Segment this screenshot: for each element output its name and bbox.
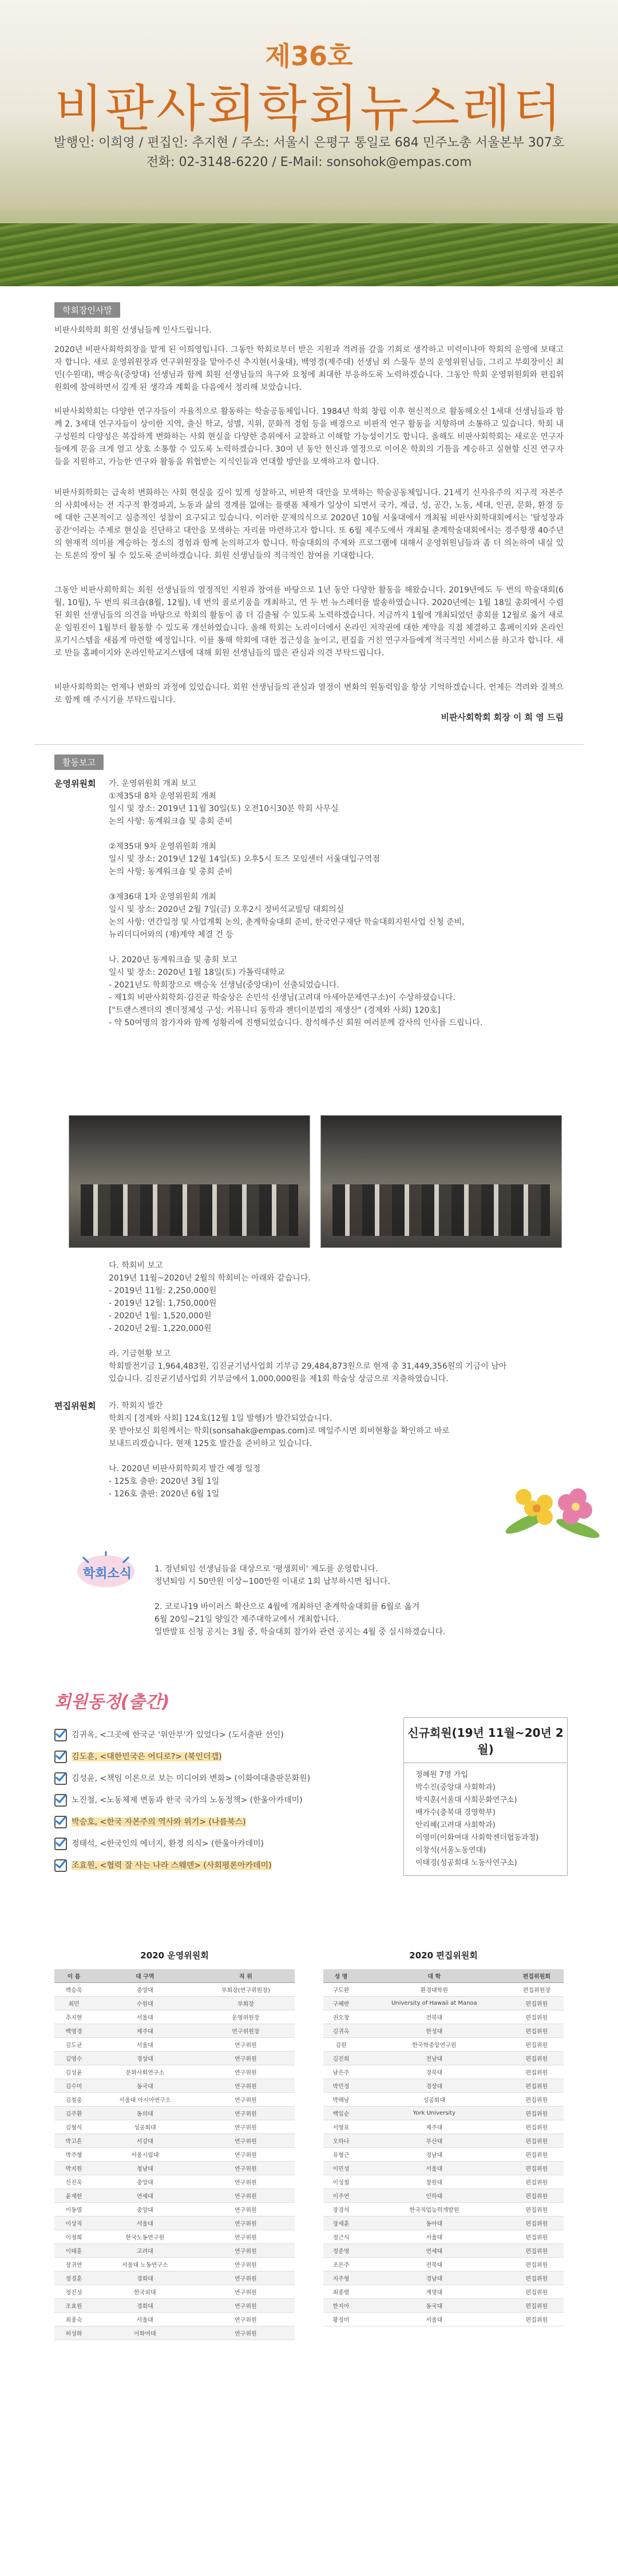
table-cell: 추지현 [54, 2010, 93, 2024]
table-cell: 전남대 [359, 2052, 510, 2065]
table-cell: 연구위원 [197, 2079, 295, 2093]
table-row [54, 1983, 295, 1997]
table-cell: 연구위원 [197, 2189, 295, 2203]
table-cell: 한국직업능력개발원 [359, 2203, 510, 2217]
table-row [323, 2313, 564, 2326]
editorial-table [323, 1969, 564, 2326]
new-member-item: 이창석(서울노동연대) [415, 1846, 486, 1855]
table-cell: 편집위원 [510, 2162, 564, 2175]
table-cell: York University [359, 2107, 510, 2120]
table-cell: 제주대 [93, 2024, 197, 2038]
table-cell: 연구위원 [197, 2203, 295, 2217]
table-cell: 김성윤 [54, 2065, 93, 2079]
table-row [323, 2079, 564, 2093]
table-cell: 청남대 [93, 2162, 197, 2175]
table-row [323, 2065, 564, 2079]
greeting-signature: 비판사회학회 회장 이 희 영 드림 [441, 712, 564, 722]
photo-people [332, 1184, 550, 1236]
table-cell: 서울대 [359, 2162, 510, 2175]
table-cell: 윤재헌 [54, 2189, 93, 2203]
table-cell: 경희대 [93, 2271, 197, 2285]
table-cell: 연구위원 [197, 2120, 295, 2134]
table-cell: 김진희 [323, 2052, 359, 2065]
table-row [323, 2148, 564, 2162]
table-cell: 동의대 [93, 2107, 197, 2120]
book-item: 노진철, <노동체제 변동과 한국 국가의 노동정책> (한울아카데미) [72, 1796, 303, 1805]
book-item: 김도훈, <대한민국은 어디로?> (북인더갭) [72, 1752, 222, 1761]
table-cell: 백일순 [323, 2107, 359, 2120]
table-cell: 장귀연 [54, 2258, 93, 2271]
table-cell: 연구위원 [197, 2271, 295, 2285]
table-cell: 김철웅 [54, 2093, 93, 2107]
table-row [54, 2175, 295, 2189]
table-header: 성 명 [323, 1969, 359, 1983]
table-row [323, 1997, 564, 2010]
table-cell: 김영수 [54, 2052, 93, 2065]
table-cell: 편집위원 [510, 2217, 564, 2230]
table-row [323, 2258, 564, 2271]
table-cell: 편집위원 [510, 2107, 564, 2120]
table-cell: 편집위원 [510, 2313, 564, 2326]
table-cell: 구혜란 [323, 1997, 359, 2010]
divider [34, 744, 584, 745]
table-row [54, 2271, 295, 2285]
table-row [54, 2024, 295, 2038]
table-cell: 편집위원장 [510, 1983, 564, 1997]
table-cell: 환경대학원 [359, 1983, 510, 1997]
table-cell: 고려대 [93, 2244, 197, 2258]
table-cell: 이동열 [54, 2203, 93, 2217]
table-row [323, 2175, 564, 2189]
table-row [323, 1983, 564, 1997]
table-row [323, 2024, 564, 2038]
greeting-paragraph: 비판사회학회 회원 선생님들께 인사드립니다. [54, 326, 212, 335]
table-cell: 이성철 [323, 2175, 359, 2189]
table-cell: 전북대 [359, 2258, 510, 2271]
table-cell: 서울대 [93, 2010, 197, 2024]
table-cell: 연구위원 [197, 2326, 295, 2340]
table-cell: 창원대 [359, 2175, 510, 2189]
table-cell: 박지원 [54, 2162, 93, 2175]
table-row [54, 2299, 295, 2313]
table-row [54, 2313, 295, 2326]
table-cell: 중앙대 [93, 2175, 197, 2189]
table-cell: 편집위원 [510, 2024, 564, 2038]
table-row [323, 2189, 564, 2203]
table-row [54, 2258, 295, 2271]
table-row [54, 2326, 295, 2340]
photo-people [81, 1184, 298, 1236]
table-cell: 경상대 [359, 2079, 510, 2093]
table-cell: 서강대 [93, 2134, 197, 2148]
new-member-item: 배가수(충북대 경영학부) [415, 1808, 496, 1817]
table-cell: 편집위원 [510, 2079, 564, 2093]
table-cell: 오하나 [323, 2134, 359, 2148]
new-members-title: 신규회원(19년 11월~20년 2월) [404, 1718, 567, 1763]
table-row [54, 2203, 295, 2217]
table-cell: 서울대 [93, 2038, 197, 2052]
table-cell: 김수미 [54, 2079, 93, 2093]
contact-info: 전화: 02-3148-6220 / E-Mail: sonsohok@empas.com [146, 155, 472, 169]
table-cell: 편집위원 [510, 2010, 564, 2024]
table-cell: 백승욱 [54, 1983, 93, 1997]
table-cell: 편집위원 [510, 2065, 564, 2079]
table-row [54, 2010, 295, 2024]
table-cell: 박민정 [323, 2079, 359, 2093]
flower-decoration [492, 1477, 607, 1551]
table-row [323, 2271, 564, 2285]
news-items: 1. 정년퇴임 선생님들을 대상으로 '평생회비' 제도를 운영합니다. 정년퇴임 시 50만원 이상~100만원 이내로 1회 납부하시면 됩니다. 2. 코로나19 바이러스 확산으로 4월에 개최하던 춘계학술대회를 6월로 옮겨 6월 20일~21일 양일간 제주대학교에서 개최합니다. 일반발표 신청 공지는 3월 중, 학술대회 참가와 관련 공지는 4월 중 실시하겠습니다. [154, 1564, 446, 1637]
table-cell: 부산대 [359, 2134, 510, 2148]
greeting-paragraph: 그동안 비판사회학회는 회원 선생님들의 열정적인 지원과 참여를 바탕으로 1년 동안 다양한 활동을 해왔습니다. 2019년에도 두 번의 학술대회(6월, 10월), 두 번의 워크숍(8월, 12월), 네 번의 콜로키움을 개최하고, 연 두 번 뉴스레터를 발송하였습니다. 2020년에는 1월 18일 총회에서 수렴된 회원 선생님들의 의견을 바탕으로 학회의 활동이 좀 더 김출될 수 있도록 노력하겠습니다. 지금까지 1월에 개최되었던 총회를 12월로 옮겨 새로운 임원진이 1월부터 활동할 수 있도록 개선하였습니다. 올해 학회는 노리이더에서 온라인 저작권에 대한 계약을 직접 체결하고 홈페이지와 온라인포기시스템을 새롭게 마련할 예정입니다. 이를 통해 학회에 대한 접근성을 높이고, 편집을 거친 연구자들에게 적극적인 서비스를 하고자 합니다. 새로 만들 홈페이지와 온라인학교지스템에 대해 회원 선생님들의 많은 관심과 의견 부탁드립니다. [54, 586, 564, 658]
table-cell: 연구위원 [197, 2285, 295, 2299]
table-cell: 김형식 [54, 2120, 93, 2134]
table-cell: 조효원 [54, 2299, 93, 2313]
table-cell: 서울대 [359, 2230, 510, 2244]
checkbox-icon [54, 1729, 67, 1741]
table-cell: 부회장 [197, 1997, 295, 2010]
table-row [323, 2217, 564, 2230]
table-row [323, 2203, 564, 2217]
table-cell: 연구위원 [197, 2038, 295, 2052]
news-badge-label: 학회소식 [83, 1567, 132, 1581]
greeting-paragraph: 2020년 비판사회학회장을 맡게 된 이희영입니다. 그동안 학회로부터 받은 지원과 격려를 갚을 기회로 생각하고 미력이나마 학회의 운영에 보태고자 합니다. 새로 운영위원장과 연구위원장을 맡아주신 추지현(서울대), 백영경(제주대) 선생님 외 스물두 분의 운영위원님들, 그리고 부회장이신 최민(수원대), 백승욱(중앙대) 선생님과 함께 회원 선생님들의 욕구와 요청에 최대한 부응하도록 노력하겠습니다. 그동안 학회 운영위원회와 편집위원회에 참여하면서 깊게 된 생각과 계획을 다음에서 정리해 보았습니다. [54, 345, 564, 392]
table-cell: 연구위원 [197, 2162, 295, 2175]
table-cell: 연구위원 [197, 2065, 295, 2079]
book-item: 정태석, <한국인의 에너지, 환경 의식> (한울아카데미) [72, 1839, 264, 1848]
table-row [54, 2120, 295, 2134]
table-cell: 연세대 [359, 2244, 510, 2258]
committee-table [54, 1969, 295, 2340]
table-cell: 편집위원 [510, 2120, 564, 2134]
banner-field-image [0, 223, 618, 286]
table-cell: 운영위원장 [197, 2010, 295, 2024]
table-cell: 동국대 [359, 2299, 510, 2313]
table-cell: 한국노동연구원 [93, 2230, 197, 2244]
table-cell: 편집위원 [510, 2052, 564, 2065]
checkbox-icon [54, 1816, 67, 1828]
table-cell: 편집위원 [510, 2038, 564, 2052]
new-members-list [404, 1763, 567, 1875]
greeting-paragraph: 비판사회학회는 급속히 변화하는 사회 현실을 깊이 있게 성찰하고, 비판적 대안을 모색하는 학술공동체입니다. 21세기 신자유주의 지구적 자본주의 사회에서는 전 지구적 환경파괴, 노동과 삶의 경계를 없애는 플랫폼 체제가 일상이 되면서 국가, 계급, 성, 공간, 노동, 세대, 인권, 문화, 환경 등에 대한 근본적이고 심층적인 성찰이 요구되고 있습니다. 이러한 문제의식으로 2020년 10월 서울대에서 개최될 비판사회학대회에서는 '탈성장과 공간'이라는 주제로 현실을 진단하고 대안을 모색하는 자리를 마련하고자 합니다. 또 6월 제주도에서 개최될 춘계학술대회에서는 경주항쟁 40주년의 현재적 의미를 계승하는 정소의 경험과 함께 논의하고자 합니다. 학술대회의 주제와 프로그램에 대해서 운영위원님들과 좀 더 의논하여 내실 있는 토론의 장이 될 수 있도록 준비하겠습니다. 회원 선생님들의 적극적인 참여를 기대합니다. [54, 488, 564, 560]
new-member-item: 이영미(이화여대 사회학젠더협동과정) [415, 1834, 539, 1842]
table-cell: 편집위원 [510, 2093, 564, 2107]
table-cell: 연구위원 [197, 2258, 295, 2271]
table-cell: 한성대 [359, 2024, 510, 2038]
checkbox-icon [54, 1838, 67, 1850]
table-cell: 경희대 [93, 2299, 197, 2313]
table-row [323, 2120, 564, 2134]
table-cell: 편집위원 [510, 2134, 564, 2148]
table-cell: 이태훈 [54, 2244, 93, 2258]
table-cell: 조은주 [323, 2258, 359, 2271]
table-row [54, 2285, 295, 2299]
table-cell: 구도완 [323, 1983, 359, 1997]
table-row [54, 2189, 295, 2203]
committee-label: 운영위원회 [54, 779, 96, 789]
table-row [54, 2079, 295, 2093]
table-cell: 연구위원 [197, 2107, 295, 2120]
table-cell: 한지아 [323, 2299, 359, 2313]
table-cell: 서울대 아시아연구소 [93, 2093, 197, 2107]
table-cell: 최종렬 [323, 2285, 359, 2299]
table-cell: 박고흔 [54, 2134, 93, 2148]
table-cell: 유형근 [323, 2148, 359, 2162]
greeting-paragraph: 비판사회학회는 언제나 변화의 과정에 있었습니다. 회원 선생님들의 관심과 열정이 변화의 원동력임을 항상 기억하겠습니다. 언제든 격려와 질책으로 함께 해 주시기를 부탁드립니다. [54, 683, 564, 705]
table-cell: 서영표 [323, 2120, 359, 2134]
table-cell: 편집위원 [510, 2271, 564, 2285]
checkbox-icon [54, 1751, 67, 1763]
book-item: 박승호, <한국 자본주의 역사와 위기> (나름북스) [72, 1818, 246, 1827]
table-cell: 서울대 [93, 2313, 197, 2326]
new-member-item: 박지훈(서울대 사회문화연구소) [415, 1796, 517, 1804]
table-cell: 남은주 [323, 2065, 359, 2079]
table-header: 직 위 [197, 1969, 295, 1983]
table-cell: 성공회대 [93, 2120, 197, 2134]
newsletter-title: 비판사회학회뉴스레터 [54, 79, 564, 138]
publisher-info: 발행인: 이희영 / 편집인: 추지현 / 주소: 서울시 은평구 통일로 684 민주노총 서울본부 307호 [53, 136, 565, 150]
table-cell: 신진욱 [54, 2175, 93, 2189]
table-row [54, 2107, 295, 2120]
checkbox-icon [54, 1859, 67, 1872]
table-cell: 서울대 [93, 2217, 197, 2230]
new-member-item: 안리혜(고려대 사회학과) [415, 1821, 496, 1830]
table-cell: 연구위원 [197, 2299, 295, 2313]
table-row [323, 2052, 564, 2065]
new-member-item: 이태경(성공회대 노동사연구소) [415, 1859, 517, 1867]
table-cell: 편집위원 [510, 2258, 564, 2271]
editorial-report: 가. 학회지 발간 학회지 [경제와 사회] 124호(12월 1일 발행)가 발간되었습니다. 못 받아보신 회원께서는 학회(sonsahak@empas.com)로 메일주시면 회비현황을 확인하고 바로 보내드리겠습니다. 현재 125호 발간을 준비하고 있습니다. 나. 2020년 비판사회학회지 발간 예정 일정 - 125호 출판: 2020년 3월 1일 - 126호 출판: 2020년 6월 1일 [109, 1401, 450, 1499]
table-cell: 연구위원 [197, 2093, 295, 2107]
table-cell: 인하대 [359, 2189, 510, 2203]
table-cell: 백영경 [54, 2024, 93, 2038]
table-cell: 편집위원 [510, 2285, 564, 2299]
finance-report: 다. 학회비 보고 2019년 11월~2020년 2월의 학회비는 아래와 같습니다. - 2019년 11월: 2,250,000원 - 2019년 12월: 1,750,000원 - 2020년 1월: 1,520,000원 - 2020년 2월: 1,220,000원 라. 기금현황 보고 학회발전기금 1,964,483원, 김진균기념사업회 기부금 29,484,873원으로 현재 총 31,449,356원의 기금이 남아 있습니다. 김진균기념사업회 기부금에서 1,000,000원을 제1회 학술상 상금으로 지출하였습니다. [109, 1261, 507, 1384]
issue-number: 제36호 [265, 41, 353, 72]
table-header: 편집위원회 [510, 1969, 564, 1983]
table-cell: 연구위원 [197, 2244, 295, 2258]
editorial-label: 편집위원회 [54, 1401, 96, 1411]
table-cell: 연구위원 [197, 2148, 295, 2162]
table-cell: 지주형 [323, 2271, 359, 2285]
table-cell: 동국대 [93, 2079, 197, 2093]
new-members-box [403, 1717, 568, 1876]
news-section [0, 1551, 618, 1666]
table-cell: 전북대 [359, 2010, 510, 2024]
table-cell: 제주대 [359, 2120, 510, 2134]
table-cell: 정진성 [54, 2285, 93, 2299]
table-row [54, 2148, 295, 2162]
greeting-tag: 학회장인사말 [54, 302, 120, 318]
table-row [54, 2230, 295, 2244]
table-row [54, 2162, 295, 2175]
table-cell: 서울대 [359, 2313, 510, 2326]
table-cell: 서울대 노동연구소 [93, 2258, 197, 2271]
table-row [323, 2010, 564, 2024]
table-cell: 연구위원 [197, 2175, 295, 2189]
table-cell: 박해남 [323, 2093, 359, 2107]
table-cell: 연구위원 [197, 2313, 295, 2326]
table-cell: 중앙대 [93, 2203, 197, 2217]
header-banner [0, 0, 618, 286]
committee-report: 가. 운영위원회 개최 보고 ①제35대 8차 운영위원회 개최 일시 및 장소: 2019년 11월 30일(토) 오전10시30분 학회 사무실 논의 사항: 동계워크숍 및 총회 준비 ②제35대 9차 운영위원회 개최 일시 및 장소: 2019년 12월 14일(토) 오후5시 토즈 모임센터 서울대입구역점 논의 사항: 동계워크숍 및 총회 준비 ③제36대 1차 운영위원회 개최 일시 및 장소: 2020년 2월 7일(금) 오후2시 정비석교빌딩 대회의실 논의 사항: 연간일정 및 사업계획 논의, 춘계학술대회 준비, 한국연구재단 학술대회지원사업 신청 준비, 뉴리더디어와의 (재)계약 체결 건 등 나. 2020년 동계워크숍 및 총회 보고 일시 및 장소: 2020년 1월 18일(토) 가톨릭대학교 - 2021년도 학회장으로 백승욱 선생님(중앙대)이 선출되었습니다. - 제1회 비판사회학회·김진균 학술상은 손민석 선생님(고려대 아세아문제연구소)이 수상하셨습니다. ["트랜스젠더의 젠더정체성 구성: 커뮤니티 동학과 젠더이분법의 재생산" (경제와 사회) 120호] - 약 50여명의 참가자와 함께 성황리에 진행되었습니다. 참석해주신 회원 여러분께 감사의 인사를 드립니다. [109, 779, 483, 1028]
checkbox-icon [54, 1794, 67, 1807]
committee-table-title: 2020 운영위원회 [140, 1950, 209, 1961]
table-cell: 경남대 [359, 2271, 510, 2285]
greeting-paragraph: 비판사회학회는 다양한 연구자들이 자율적으로 활동하는 학술공동체입니다. 1984년 학회 창립 이후 현신적으로 활동해오신 1세대 선생님들과 함께 2, 3세대 연구자들이 상이한 지역, 출신 학교, 성별, 지위, 문화적 경험 등을 배경으로 비판적 연구 활동을 지향하며 소통하고 있습니다. 학회 내 구성원의 다양성은 복잡하게 변화하는 사회 현실을 다양한 층위에서 교찰하고 이해할 가능성이기도 합니다. 올해도 비판사회학회는 새로운 연구자들에게 문을 크게 열고 상호 소통할 수 있도록 노력하겠습니다. 30여 년 동안 헌신과 열정으로 이어온 학회의 기틀을 계승하고 실현할 신진 연구자들을 지원하고, 가능한 연구와 활동을 위협받는 지식인들과 연대할 방안을 모색하고자 합니다. [54, 407, 564, 467]
table-row [323, 2285, 564, 2299]
table-cell: 연세대 [93, 2189, 197, 2203]
table-cell: 경상대 [93, 2052, 197, 2065]
table-row [54, 2217, 295, 2230]
table-row [323, 2230, 564, 2244]
table-cell: 수원대 [93, 1997, 197, 2010]
table-cell: 중앙대 [93, 1983, 197, 1997]
new-member-item: 정혜원 7명 가입 [415, 1771, 468, 1779]
table-cell: 연구위원 [197, 2230, 295, 2244]
table-header: 이 름 [54, 1969, 93, 1983]
table-header: 대 구역 [93, 1969, 197, 1983]
book-item: 김귀옥, <그곳에 한국군 '위안부'가 있었다> (도서출판 선인) [72, 1730, 284, 1740]
table-cell: 장세훈 [323, 2217, 359, 2230]
table-row [323, 2299, 564, 2313]
table-cell: 김주환 [54, 2107, 93, 2120]
table-cell: 장경석 [323, 2203, 359, 2217]
table-cell: 편집위원 [510, 2244, 564, 2258]
table-cell: 이정희 [54, 2230, 93, 2244]
table-cell: 편집위원 [510, 2299, 564, 2313]
table-cell: 편집위원 [510, 2203, 564, 2217]
workshop-photo-2 [320, 1115, 562, 1248]
table-cell: 편집위원 [510, 1997, 564, 2010]
table-cell: 김도균 [54, 2038, 93, 2052]
book-list [54, 1729, 375, 1881]
checkbox-icon [54, 1772, 67, 1785]
table-cell: 편집위원 [510, 2189, 564, 2203]
table-row [54, 2134, 295, 2148]
table-cell: 성공회대 [359, 2093, 510, 2107]
table-row [323, 2038, 564, 2052]
table-cell: 경북대 [359, 2065, 510, 2079]
table-cell: 정경훈 [54, 2271, 93, 2285]
member-books-title: 회원동정(출간) [54, 1692, 170, 1712]
table-cell: University of Hawaii at Manoa [359, 1997, 510, 2010]
table-cell: 이상직 [54, 2217, 93, 2230]
workshop-photo-1 [69, 1115, 310, 1248]
table-row [54, 1997, 295, 2010]
editorial-table-title: 2020 편집위원회 [409, 1950, 478, 1961]
activity-tag: 활동보고 [54, 754, 104, 770]
table-cell: 연구위원 [197, 2052, 295, 2065]
table-cell: 편집위원 [510, 2230, 564, 2244]
new-member-item: 박수진(중앙대 사회학과) [415, 1783, 496, 1792]
table-cell: 최종숙 [54, 2313, 93, 2326]
table-cell: 권오창 [323, 2010, 359, 2024]
table-row [54, 2052, 295, 2065]
table-cell: 이민성 [323, 2162, 359, 2175]
table-cell: 연구위원 [197, 2134, 295, 2148]
table-cell: 문화사회연구소 [93, 2065, 197, 2079]
table-cell: 동아대 [359, 2217, 510, 2230]
table-row [54, 2038, 295, 2052]
table-cell: 정준영 [323, 2244, 359, 2258]
table-cell: 김귀옥 [323, 2024, 359, 2038]
table-cell: 계명대 [359, 2285, 510, 2299]
table-cell: 정근식 [323, 2230, 359, 2244]
table-row [323, 2093, 564, 2107]
table-header: 대 학 [359, 1969, 510, 1983]
table-row [54, 2093, 295, 2107]
table-cell: 한국외대 [93, 2285, 197, 2299]
table-row [323, 2244, 564, 2258]
table-row [323, 2134, 564, 2148]
table-cell: 경남대 [359, 2148, 510, 2162]
table-cell: 부회장(연구위원장) [197, 1983, 295, 1997]
table-cell: 편집위원 [510, 2148, 564, 2162]
table-cell: 편집위원 [510, 2175, 564, 2189]
table-cell: 연구위원 [197, 2217, 295, 2230]
table-cell: 한국학중앙연구원 [359, 2038, 510, 2052]
table-cell: 연구위원장 [197, 2024, 295, 2038]
table-cell: 허성화 [54, 2326, 93, 2340]
table-row [323, 2107, 564, 2120]
table-cell: 박주형 [54, 2148, 93, 2162]
book-item: 김성윤, <책임 이론으로 보는 미디어와 변화> (이화여대출판문화원) [72, 1774, 311, 1783]
book-item: 조효원, <협력 잘 사는 나라 스웨덴> (사회평론아카데미) [72, 1861, 272, 1870]
table-row [54, 2244, 295, 2258]
table-cell: 서울시립대 [93, 2148, 197, 2162]
table-cell: 김원 [323, 2038, 359, 2052]
table-row [323, 2162, 564, 2175]
table-row [54, 2065, 295, 2079]
table-cell: 최민 [54, 1997, 93, 2010]
table-cell: 이주연 [323, 2189, 359, 2203]
table-cell: 이화여대 [93, 2326, 197, 2340]
table-cell: 황정미 [323, 2313, 359, 2326]
